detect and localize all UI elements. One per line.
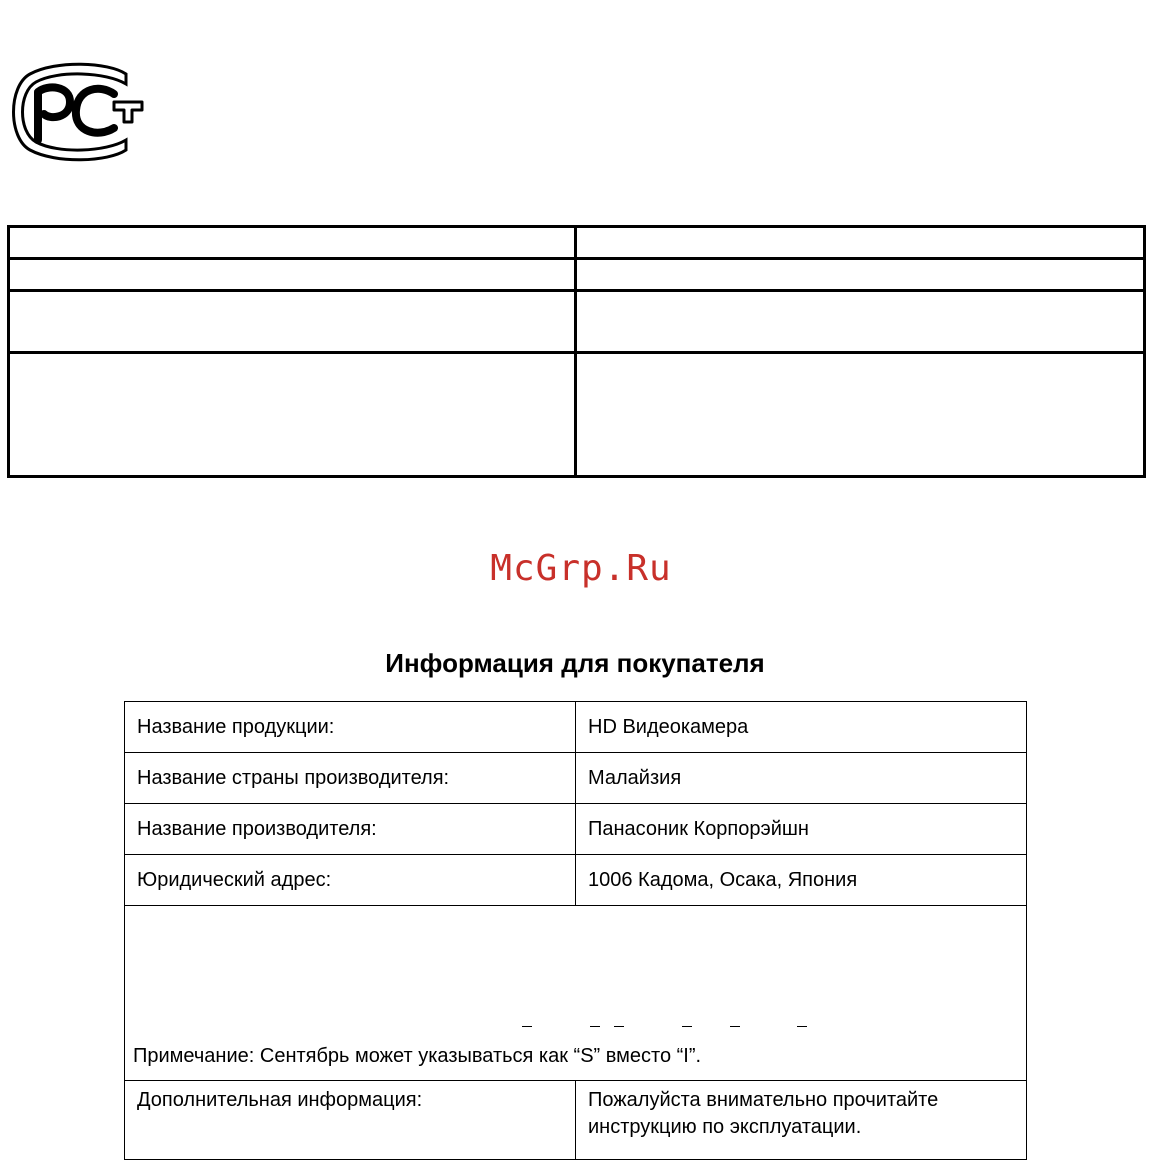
row-value: Панасоник Корпорэйшн [576,804,1027,855]
empty-top-table [7,225,1146,478]
page-title: Информация для покупателя [385,648,765,678]
dash-mark [682,1026,692,1027]
table-row [125,855,1027,906]
row-label: Юридический адрес: [125,855,576,906]
dash-mark [797,1026,807,1027]
row-value: Пожалуйста внимательно прочитайте инструкцию по эксплуатации. [576,1081,1027,1160]
watermark-text: McGrp.Ru [490,548,672,589]
row-value: 1006 Кадома, Осака, Япония [576,855,1027,906]
table-cell [9,353,576,477]
dash-mark [614,1026,624,1027]
rst-certification-logo-icon [8,62,150,162]
table-row [125,702,1027,753]
row-label: Название страны производителя: [125,753,576,804]
table-cell [576,291,1145,353]
table-cell [9,227,576,259]
table-cell [576,353,1145,477]
table-cell [9,291,576,353]
dash-mark [590,1026,600,1027]
note-text: Примечание: Сентябрь может указываться как “S” вместо “I”. [125,906,1027,1081]
dash-mark [522,1026,532,1027]
table-cell [576,259,1145,291]
customer-info-table [124,701,1027,1160]
dash-mark [730,1026,740,1027]
table-cell [576,227,1145,259]
row-value: Малайзия [576,753,1027,804]
row-value: HD Видеокамера [576,702,1027,753]
table-row [125,906,1027,1081]
table-row [125,753,1027,804]
row-label: Название продукции: [125,702,576,753]
table-row [125,804,1027,855]
table-row [125,1081,1027,1160]
table-cell [9,259,576,291]
row-label: Название производителя: [125,804,576,855]
row-label: Дополнительная информация: [125,1081,576,1160]
